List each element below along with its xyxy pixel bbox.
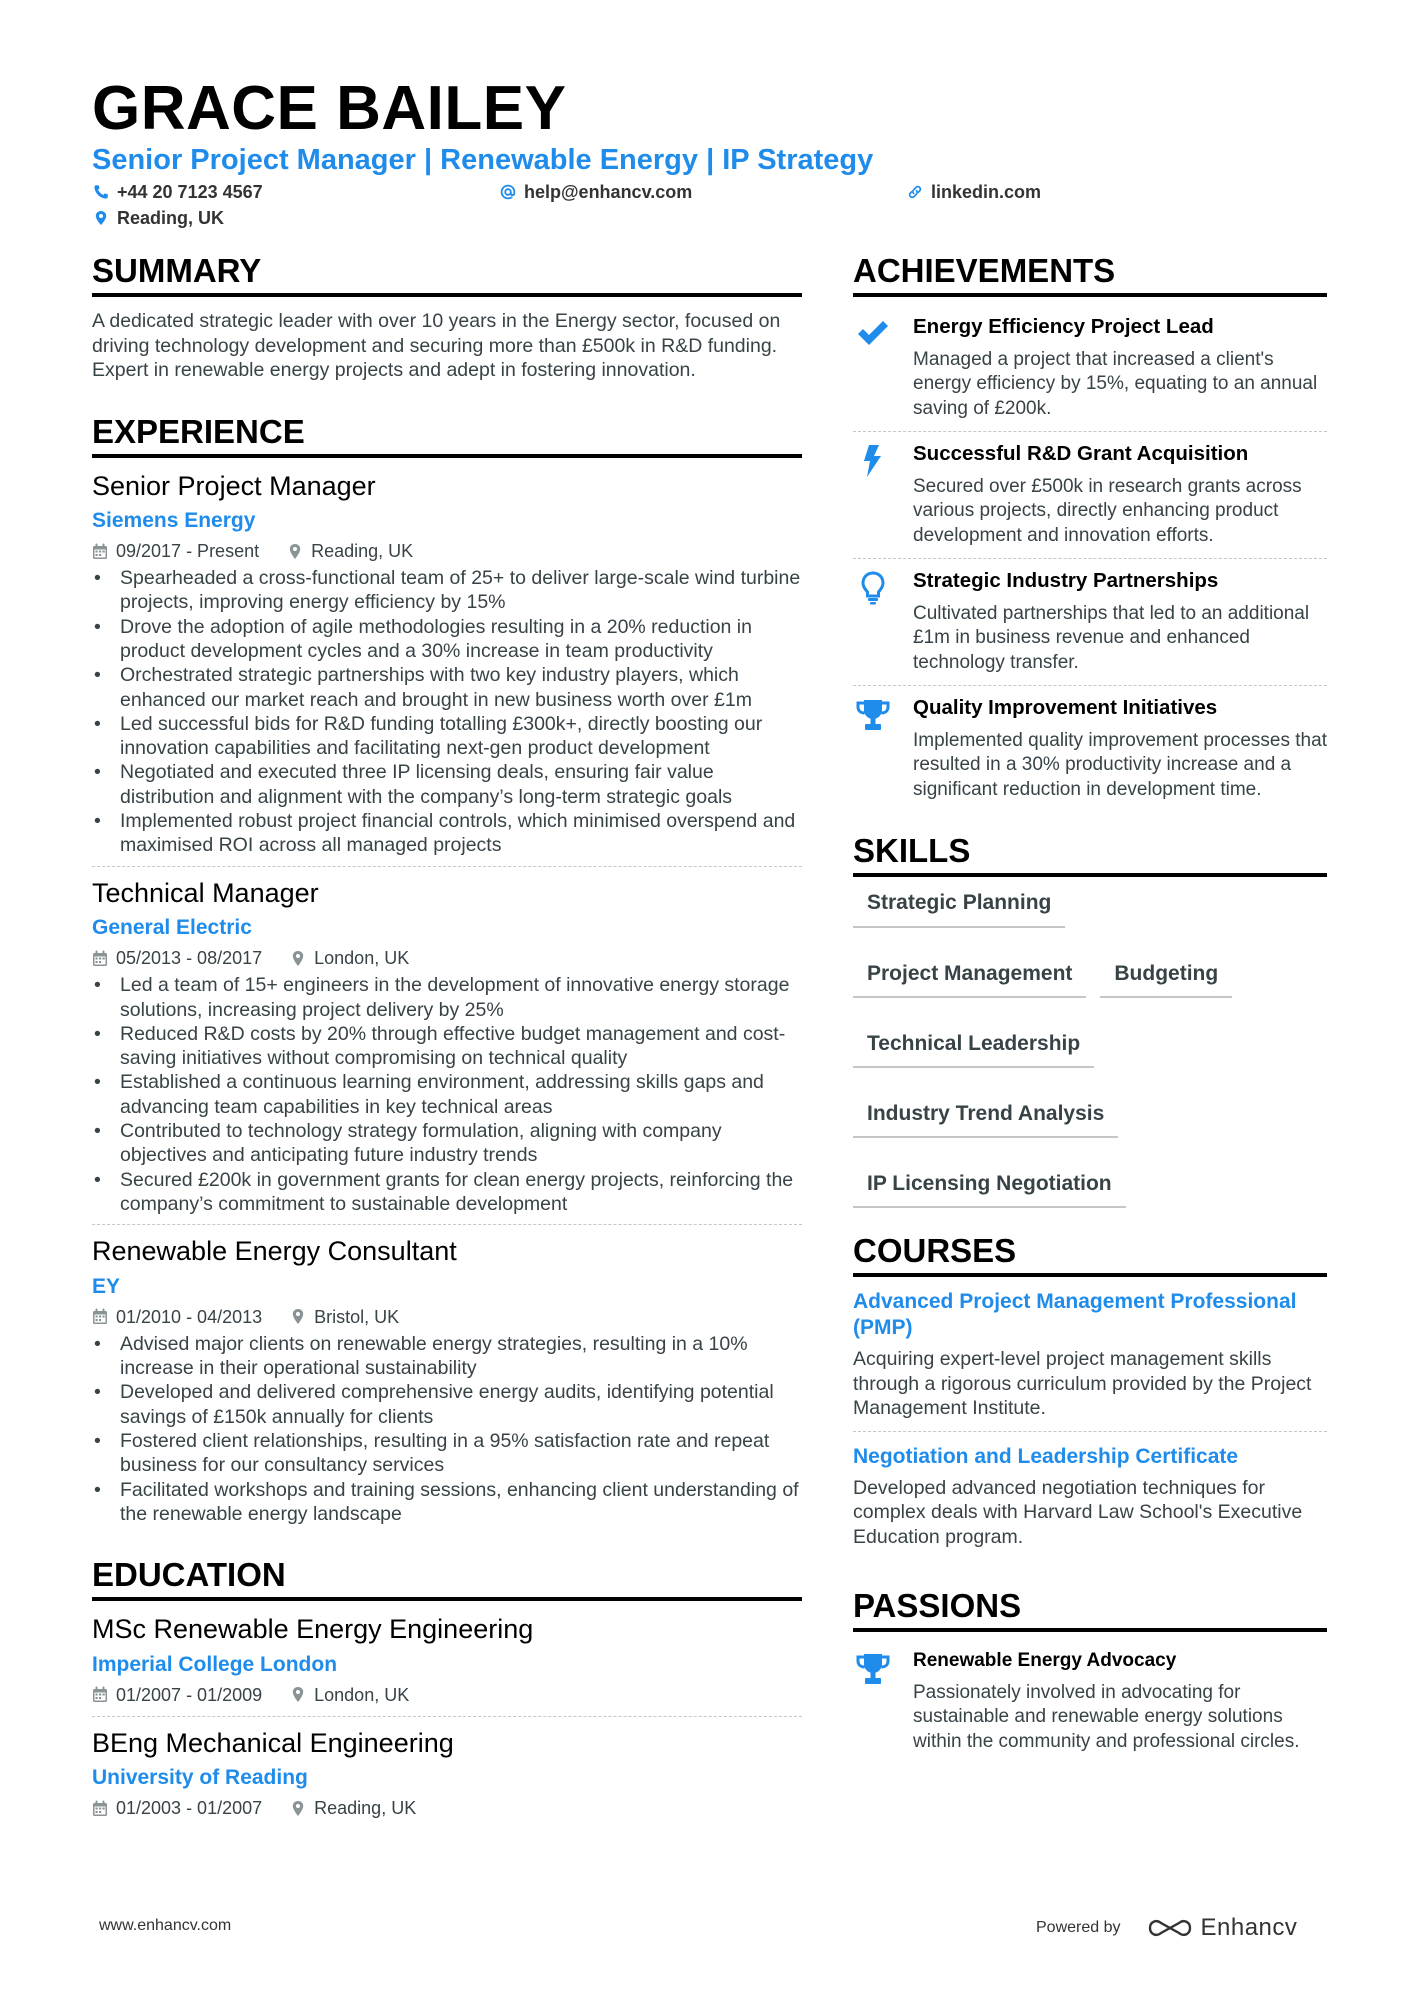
contact-email[interactable] bbox=[500, 183, 692, 201]
phone-icon bbox=[93, 184, 109, 200]
calendar-icon bbox=[92, 950, 108, 967]
education-location: London, UK bbox=[314, 1684, 410, 1705]
achievements-heading: ACHIEVEMENTS bbox=[853, 254, 1327, 297]
experience-entry bbox=[92, 877, 802, 1226]
calendar-icon bbox=[92, 1800, 108, 1817]
powered-by[interactable] bbox=[1036, 1914, 1297, 1942]
skills-heading: SKILLS bbox=[853, 834, 1327, 877]
experience-heading: EXPERIENCE bbox=[92, 415, 802, 458]
location-pin-icon bbox=[290, 1800, 306, 1817]
job-bullet: • Facilitated workshops and training sessions, enhancing client understanding of the renewable energy landscape bbox=[92, 1478, 802, 1527]
location-pin-icon bbox=[290, 1308, 306, 1325]
achievement-item bbox=[853, 563, 1327, 686]
job-bullet: • Drove the adoption of agile methodologies resulting in a 20% reduction in product development cycles and a 30% increase in team productivity bbox=[92, 615, 802, 664]
job-bullet: • Led successful bids for R&D funding totalling £300k+, directly boosting our innovation capabilities and facilitating next-gen product development bbox=[92, 712, 802, 761]
skill-tag: Budgeting bbox=[1100, 960, 1232, 998]
education-entry bbox=[92, 1727, 802, 1830]
lightbulb-icon bbox=[855, 571, 891, 605]
education-meta bbox=[92, 1683, 802, 1707]
job-bullet: • Implemented robust project financial controls, which minimised overspend and maximised ROI across all managed projects bbox=[92, 809, 802, 858]
courses-section bbox=[853, 1234, 1327, 1559]
education-location: Reading, UK bbox=[314, 1798, 417, 1819]
job-title: Technical Manager bbox=[92, 877, 319, 908]
contact-location bbox=[93, 209, 224, 227]
location-text: Reading, UK bbox=[117, 208, 225, 228]
achievement-description: Implemented quality improvement processes that resulted in a 30% productivity increase and a significant reduction in development time. bbox=[913, 729, 1327, 800]
summary-heading: SUMMARY bbox=[92, 254, 802, 297]
job-dates: 05/2013 - 08/2017 bbox=[116, 948, 263, 969]
education-meta bbox=[92, 1796, 802, 1820]
job-location: London, UK bbox=[314, 948, 410, 969]
email-address: help@enhancv.com bbox=[524, 182, 693, 202]
company-name[interactable]: Siemens Energy bbox=[92, 508, 256, 532]
job-bullet: • Contributed to technology strategy formulation, aligning with company objectives and anticipating future industry trends bbox=[92, 1119, 802, 1168]
course-description: Acquiring expert-level project management skills through a rigorous curriculum provided by the Project Management Institute. bbox=[853, 1348, 1312, 1420]
job-title: Senior Project Manager bbox=[92, 470, 376, 501]
passion-description: Passionately involved in advocating for sustainable and renewable energy solutions within the community and professional circles. bbox=[913, 1681, 1300, 1752]
company-name[interactable]: General Electric bbox=[92, 916, 252, 940]
achievement-title: Strategic Industry Partnerships bbox=[913, 569, 1219, 593]
course-item bbox=[853, 1444, 1327, 1560]
achievement-item bbox=[853, 436, 1327, 559]
job-bullet: • Established a continuous learning environment, addressing skills gaps and advancing team capabilities in key technical areas bbox=[92, 1070, 802, 1119]
location-pin-icon bbox=[290, 950, 306, 967]
degree-title: MSc Renewable Energy Engineering bbox=[92, 1614, 534, 1645]
right-column bbox=[853, 254, 1327, 1768]
course-item bbox=[853, 1289, 1327, 1432]
trophy-icon bbox=[855, 698, 891, 732]
experience-entry bbox=[92, 1235, 802, 1534]
location-pin-icon bbox=[287, 543, 303, 560]
job-dates: 09/2017 - Present bbox=[116, 541, 260, 562]
calendar-icon bbox=[92, 543, 108, 560]
skill-tag: Strategic Planning bbox=[853, 889, 1065, 927]
job-meta bbox=[92, 539, 802, 563]
link-icon bbox=[907, 184, 923, 200]
job-title: Renewable Energy Consultant bbox=[92, 1236, 457, 1267]
company-name[interactable]: EY bbox=[92, 1274, 121, 1298]
passions-heading: PASSIONS bbox=[853, 1589, 1327, 1632]
achievements-section bbox=[853, 254, 1327, 812]
achievement-item bbox=[853, 309, 1327, 432]
location-pin-icon bbox=[93, 210, 109, 226]
at-sign-icon bbox=[500, 184, 516, 200]
experience-entry bbox=[92, 470, 802, 867]
left-column bbox=[92, 254, 802, 1839]
enhancv-logo bbox=[1147, 1914, 1298, 1942]
passions-section bbox=[853, 1589, 1327, 1764]
job-location: Reading, UK bbox=[311, 541, 414, 562]
job-dates: 01/2010 - 04/2013 bbox=[116, 1306, 263, 1327]
job-bullets bbox=[92, 1332, 802, 1526]
school-name[interactable]: Imperial College London bbox=[92, 1652, 338, 1676]
summary-text: A dedicated strategic leader with over 10 years in the Energy sector, focused on driving technology development and securing more than £500k in R&D funding. Expert in renewable energy projects and adept in fostering innovation. bbox=[92, 310, 781, 381]
job-location: Bristol, UK bbox=[314, 1306, 400, 1327]
calendar-icon bbox=[92, 1308, 108, 1325]
achievement-title: Successful R&D Grant Acquisition bbox=[913, 442, 1249, 466]
education-heading: EDUCATION bbox=[92, 1558, 802, 1601]
job-bullet: • Reduced R&D costs by 20% through effective budget management and cost-saving initiatives without compromising on technical quality bbox=[92, 1022, 802, 1071]
experience-section bbox=[92, 412, 802, 1535]
candidate-headline: Senior Project Manager | Renewable Energy | IP Strategy bbox=[92, 144, 874, 176]
degree-title: BEng Mechanical Engineering bbox=[92, 1727, 454, 1758]
course-description: Developed advanced negotiation techniques for complex deals with Harvard Law School's Executive Education program. bbox=[853, 1476, 1303, 1548]
contact-linkedin[interactable] bbox=[907, 183, 1041, 201]
achievement-description: Managed a project that increased a client's energy efficiency by 15%, equating to an annual saving of £200k. bbox=[913, 348, 1318, 419]
skills-section bbox=[853, 834, 1327, 1208]
course-title[interactable]: Advanced Project Management Professional (PMP) bbox=[853, 1290, 1297, 1340]
job-bullets bbox=[92, 973, 802, 1216]
enhancv-logo-icon bbox=[1147, 1916, 1193, 1940]
job-bullet: • Advised major clients on renewable energy strategies, resulting in a 10% increase in their operational sustainability bbox=[92, 1332, 802, 1381]
job-bullet: • Spearheaded a cross-functional team of 25+ to deliver large-scale wind turbine projects, improving energy efficiency by 15% bbox=[92, 566, 802, 615]
phone-number: +44 20 7123 4567 bbox=[117, 182, 263, 202]
achievement-description: Cultivated partnerships that led to an additional £1m in business revenue and enhanced technology transfer. bbox=[913, 602, 1310, 673]
job-bullet: • Negotiated and executed three IP licensing deals, ensuring fair value distribution and alignment with the company’s long-term strategic goals bbox=[92, 760, 802, 809]
education-entry bbox=[92, 1613, 802, 1717]
lightning-bolt-icon bbox=[855, 444, 891, 478]
passion-title: Renewable Energy Advocacy bbox=[913, 1650, 1177, 1672]
checkmark-icon bbox=[855, 317, 891, 351]
job-bullet: • Secured £200k in government grants for clean energy projects, reinforcing the company’s commitment to sustainable development bbox=[92, 1168, 802, 1217]
skill-tag: Technical Leadership bbox=[853, 1030, 1094, 1068]
job-meta bbox=[92, 1305, 802, 1329]
courses-heading: COURSES bbox=[853, 1234, 1327, 1277]
footer-website-link[interactable]: www.enhancv.com bbox=[99, 1917, 232, 1934]
trophy-icon bbox=[855, 1652, 891, 1686]
achievement-title: Energy Efficiency Project Lead bbox=[913, 315, 1214, 338]
education-dates: 01/2003 - 01/2007 bbox=[116, 1798, 263, 1819]
achievement-item bbox=[853, 690, 1327, 812]
enhancv-brand-name: Enhancv bbox=[1200, 1914, 1298, 1941]
powered-by-label: Powered by bbox=[1036, 1919, 1121, 1936]
summary-section bbox=[92, 254, 802, 383]
job-bullet: • Developed and delivered comprehensive energy audits, identifying potential savings of £150k annually for clients bbox=[92, 1380, 802, 1429]
skill-tag: Industry Trend Analysis bbox=[853, 1100, 1118, 1138]
job-bullet: • Fostered client relationships, resulting in a 95% satisfaction rate and repeat business for our consultancy services bbox=[92, 1429, 802, 1478]
job-meta bbox=[92, 946, 802, 970]
achievement-description: Secured over £500k in research grants across various projects, directly enhancing product development and innovation efforts. bbox=[913, 475, 1302, 546]
passion-item bbox=[853, 1644, 1327, 1764]
education-section bbox=[92, 1558, 802, 1829]
skill-tag: IP Licensing Negotiation bbox=[853, 1170, 1126, 1208]
calendar-icon bbox=[92, 1686, 108, 1703]
candidate-name: GRACE BAILEY bbox=[92, 74, 567, 143]
school-name[interactable]: University of Reading bbox=[92, 1766, 308, 1790]
course-title[interactable]: Negotiation and Leadership Certificate bbox=[853, 1444, 1239, 1468]
job-bullets bbox=[92, 566, 802, 858]
job-bullet: • Led a team of 15+ engineers in the development of innovative energy storage solutions, increasing project delivery by 25% bbox=[92, 973, 802, 1022]
education-dates: 01/2007 - 01/2009 bbox=[116, 1684, 263, 1705]
linkedin-url: linkedin.com bbox=[931, 182, 1042, 202]
job-bullet: • Orchestrated strategic partnerships with two key industry players, which enhanced our market reach and brought in new business worth over £1m bbox=[92, 663, 802, 712]
achievement-title: Quality Improvement Initiatives bbox=[913, 696, 1218, 720]
contact-phone[interactable] bbox=[93, 183, 263, 201]
location-pin-icon bbox=[290, 1686, 306, 1703]
skill-tag: Project Management bbox=[853, 960, 1086, 998]
skills-list bbox=[853, 889, 1327, 1208]
